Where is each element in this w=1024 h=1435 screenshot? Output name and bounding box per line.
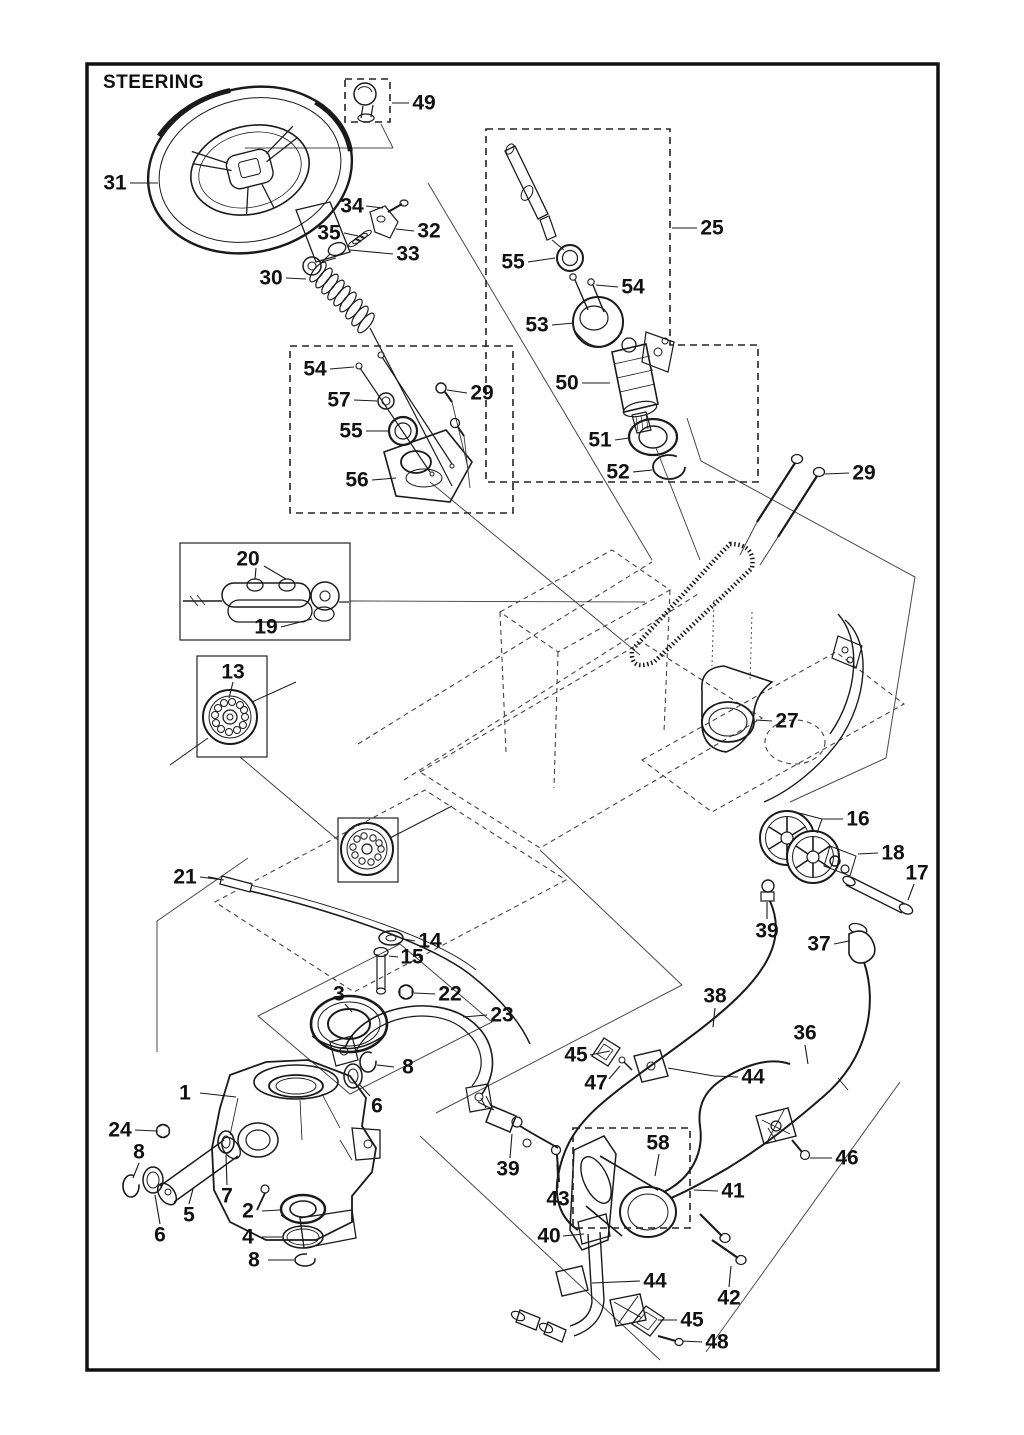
part-label-23: 23 — [490, 1003, 514, 1027]
part-label-50: 50 — [555, 371, 579, 395]
cable-and-pulley2 — [208, 806, 530, 1044]
leader-line-2 — [262, 1210, 280, 1211]
cable-clamp-inset — [183, 579, 645, 622]
part-label-22: 22 — [438, 982, 462, 1006]
part-label-15: 15 — [400, 945, 424, 969]
leader-line-36 — [805, 1045, 808, 1064]
part-label-35: 35 — [317, 221, 341, 245]
leader-line-45 — [590, 1051, 610, 1055]
leader-line-56 — [372, 478, 396, 480]
leader-line-22 — [414, 993, 435, 994]
part-label-21: 21 — [173, 865, 197, 889]
part-label-55: 55 — [339, 419, 363, 443]
leader-line-8 — [377, 1065, 394, 1067]
bolts-29-middle — [436, 383, 470, 488]
part-label-33: 33 — [396, 242, 420, 266]
leader-line-55 — [528, 258, 555, 262]
leader-line-44 — [668, 1068, 714, 1076]
part-label-54: 54 — [621, 275, 645, 299]
leader-line-35 — [344, 233, 358, 236]
part-label-13: 13 — [221, 660, 245, 684]
leader-line-52 — [633, 470, 652, 472]
part-label-37: 37 — [807, 932, 831, 956]
leader-line-39 — [510, 1134, 512, 1158]
leader-line-17 — [908, 884, 914, 900]
leader-line-19 — [281, 619, 312, 627]
part-label-30: 30 — [259, 266, 283, 290]
part-label-8: 8 — [133, 1140, 145, 1164]
part-label-56: 56 — [345, 468, 369, 492]
leader-line-54 — [596, 285, 618, 287]
leader-line-23 — [463, 1015, 487, 1017]
steering-cover — [702, 666, 772, 752]
leader-line-57 — [354, 400, 377, 401]
leader-line-42 — [729, 1266, 731, 1287]
leader-line-15 — [389, 956, 398, 957]
part-label-24: 24 — [108, 1118, 132, 1142]
part-label-57: 57 — [327, 388, 351, 412]
leader-line-44 — [714, 1076, 738, 1077]
part-label-7: 7 — [221, 1184, 233, 1208]
part-label-32: 32 — [417, 219, 441, 243]
part-label-29: 29 — [852, 461, 876, 485]
part-label-47: 47 — [584, 1071, 608, 1095]
part-label-48: 48 — [705, 1330, 729, 1354]
leader-line-29 — [447, 390, 467, 393]
upper-column-assembly — [504, 142, 700, 560]
part-label-39: 39 — [496, 1157, 520, 1181]
leader-line-44 — [592, 1281, 640, 1283]
leader-line-51 — [615, 438, 629, 440]
part-label-44: 44 — [741, 1065, 765, 1089]
inset-box-49 — [345, 79, 390, 122]
leader-line-20 — [264, 566, 286, 579]
leader-line-24 — [135, 1130, 156, 1131]
leader-line-29 — [825, 473, 849, 474]
part-label-20: 20 — [236, 547, 260, 571]
leader-line-33 — [350, 250, 393, 254]
part-label-41: 41 — [721, 1179, 745, 1203]
part-label-29: 29 — [470, 381, 494, 405]
part-label-8: 8 — [402, 1055, 414, 1079]
part-label-5: 5 — [183, 1203, 195, 1227]
part-label-14: 14 — [418, 929, 442, 953]
part-label-18: 18 — [881, 841, 905, 865]
part-label-38: 38 — [703, 984, 727, 1008]
part-label-46: 46 — [835, 1146, 859, 1170]
leader-line-47 — [609, 1066, 620, 1079]
part-label-43: 43 — [546, 1187, 570, 1211]
leader-line-41 — [694, 1190, 718, 1191]
part-label-53: 53 — [525, 313, 549, 337]
leader-line-18 — [858, 853, 878, 854]
leader-line-34 — [366, 206, 383, 208]
part-label-40: 40 — [537, 1224, 561, 1248]
part-label-6: 6 — [154, 1223, 166, 1247]
part-label-27: 27 — [775, 709, 799, 733]
part-label-1: 1 — [179, 1081, 191, 1105]
leader-line-58 — [655, 1154, 659, 1176]
part-label-4: 4 — [242, 1225, 254, 1249]
inset-box-25 — [486, 129, 758, 482]
leader-line-30 — [286, 278, 306, 279]
part-label-51: 51 — [588, 428, 612, 452]
part-label-25: 25 — [700, 216, 724, 240]
leader-line-53 — [552, 323, 574, 325]
leader-line-54 — [330, 367, 354, 369]
part-label-19: 19 — [254, 615, 278, 639]
bolts-29-right — [740, 455, 825, 566]
part-label-42: 42 — [717, 1286, 741, 1310]
part-label-45: 45 — [564, 1043, 588, 1067]
leader-line-6 — [155, 1195, 160, 1224]
part-label-55: 55 — [501, 250, 525, 274]
leader-line-8 — [133, 1163, 139, 1178]
part-label-44: 44 — [643, 1269, 667, 1293]
diagram-title: STEERING — [103, 72, 205, 93]
leader-line-7 — [226, 1155, 227, 1185]
drive-chain — [632, 544, 753, 665]
leader-line-37 — [834, 941, 849, 944]
part-label-6: 6 — [371, 1094, 383, 1118]
part-label-31: 31 — [103, 171, 127, 195]
leader-line-1 — [200, 1093, 236, 1097]
chassis-frame — [215, 547, 904, 992]
part-label-58: 58 — [646, 1131, 670, 1155]
leader-line-27 — [756, 720, 772, 721]
leader-line-3 — [345, 1004, 352, 1012]
part-label-17: 17 — [905, 861, 929, 885]
part-label-8: 8 — [248, 1248, 260, 1272]
part-label-36: 36 — [793, 1021, 817, 1045]
leader-line-32 — [396, 229, 414, 231]
part-label-54: 54 — [303, 357, 327, 381]
part-label-3: 3 — [333, 982, 345, 1006]
part-label-45: 45 — [680, 1308, 704, 1332]
part-label-49: 49 — [412, 91, 436, 115]
leader-line-48 — [682, 1341, 702, 1342]
part-label-52: 52 — [606, 460, 630, 484]
part-label-39: 39 — [755, 919, 779, 943]
part-label-34: 34 — [340, 194, 364, 218]
part-label-16: 16 — [846, 807, 870, 831]
part-label-2: 2 — [242, 1199, 254, 1223]
steering-knob — [354, 83, 393, 148]
pulley-inset-13 — [170, 682, 338, 840]
